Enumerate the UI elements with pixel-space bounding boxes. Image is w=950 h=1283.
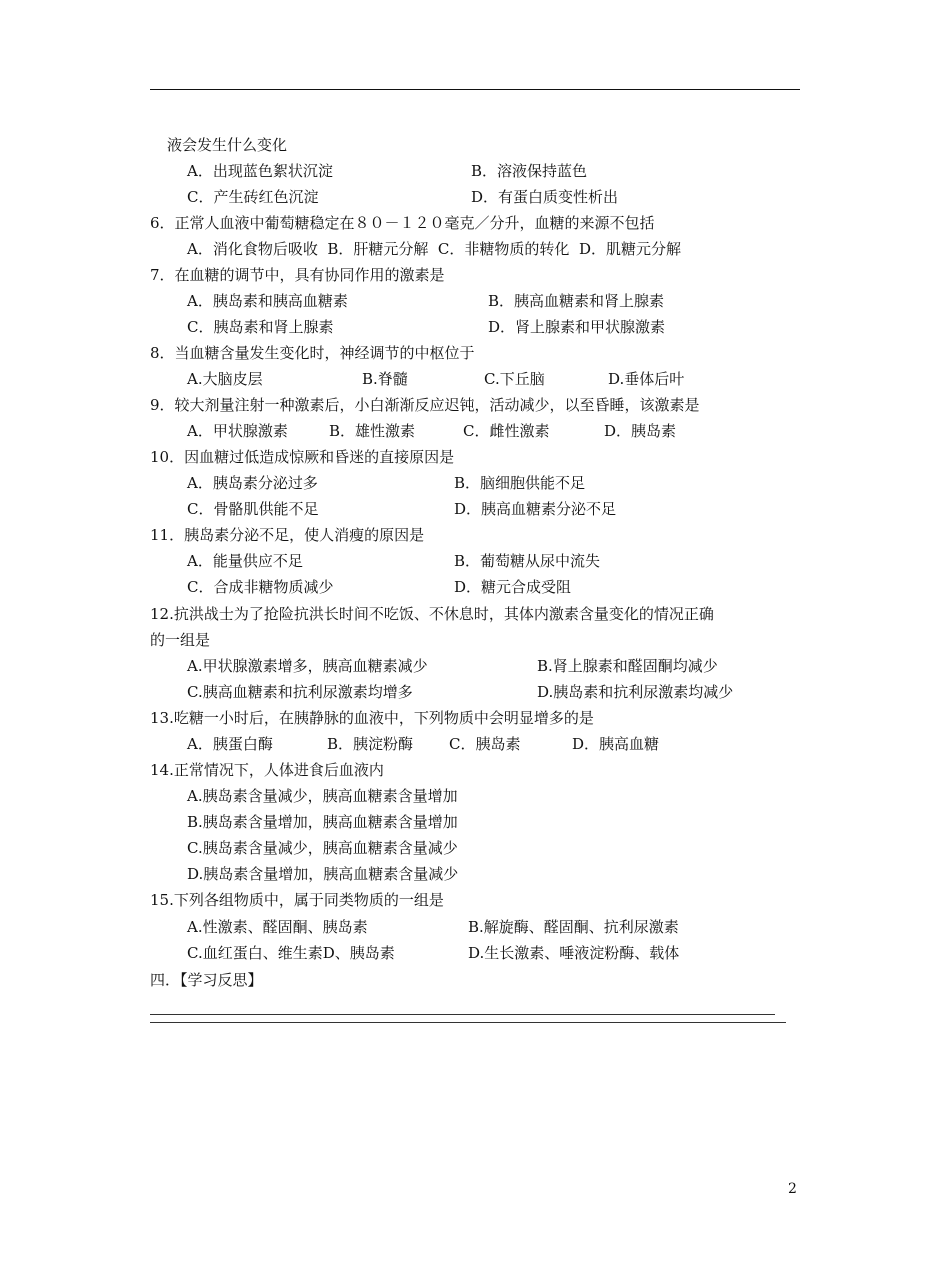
q14-option-c: C.胰岛素含量减少，胰高血糖素含量减少: [187, 839, 458, 857]
q9-option-a: A．甲状腺激素: [187, 422, 288, 440]
q8-option-a: A.大脑皮层: [187, 370, 263, 388]
q13-option-a: A．胰蛋白酶: [187, 735, 273, 753]
q9-option-b: B．雄性激素: [329, 422, 416, 440]
header-rule: [150, 89, 800, 90]
q7-option-b: B．胰高血糖素和肾上腺素: [488, 292, 665, 310]
q6-options: A．消化食物后吸收 B．肝糖元分解 C．非糖物质的转化 D．肌糖元分解: [187, 240, 681, 258]
q10-option-a: A．胰岛素分泌过多: [187, 474, 318, 492]
q5-stem: 液会发生什么变化: [167, 136, 288, 154]
q11-option-d: D．糖元合成受阻: [454, 578, 572, 596]
q9-option-c: C．雌性激素: [463, 422, 550, 440]
q10-option-b: B．脑细胞供能不足: [454, 474, 586, 492]
q15-option-a: A.性激素、醛固酮、胰岛素: [187, 918, 368, 936]
q13-stem: 13.吃糖一小时后，在胰静脉的血液中，下列物质中会明显增多的是: [150, 709, 594, 727]
q8-option-c: C.下丘脑: [484, 370, 545, 388]
q12-option-d: D.胰岛素和抗利尿激素均减少: [537, 683, 734, 701]
q13-option-d: D．胰高血糖: [572, 735, 660, 753]
q8-option-d: D.垂体后叶: [608, 370, 685, 388]
reflection-rule-1: [150, 1014, 775, 1015]
q14-option-a: A.胰岛素含量减少，胰高血糖素含量增加: [187, 787, 458, 805]
q15-option-b: B.解旋酶、醛固酮、抗利尿激素: [468, 918, 679, 936]
q14-option-d: D.胰岛素含量增加，胰高血糖素含量减少: [187, 865, 459, 883]
q6-stem: 6．正常人血液中葡萄糖稳定在８０－１２０毫克／分升，血糖的来源不包括: [150, 214, 655, 232]
q13-option-c: C．胰岛素: [449, 735, 521, 753]
q7-option-d: D．肾上腺素和甲状腺激素: [488, 318, 666, 336]
q5-option-a: A．出现蓝色絮状沉淀: [187, 162, 333, 180]
q9-stem: 9．较大剂量注射一种激素后，小白渐渐反应迟钝，活动减少，以至昏睡，该激素是: [150, 396, 700, 414]
q11-stem: 11．胰岛素分泌不足，使人消瘦的原因是: [150, 526, 425, 544]
q12-stem-line2: 的一组是: [150, 631, 211, 649]
q10-stem: 10．因血糖过低造成惊厥和昏迷的直接原因是: [150, 448, 455, 466]
q9-option-d: D．胰岛素: [604, 422, 677, 440]
q14-stem: 14.正常情况下，人体进食后血液内: [150, 761, 384, 779]
q12-option-a: A.甲状腺激素增多，胰高血糖素减少: [187, 657, 428, 675]
q7-stem: 7．在血糖的调节中，具有协同作用的激素是: [150, 266, 445, 284]
q8-stem: 8．当血糖含量发生变化时，神经调节的中枢位于: [150, 344, 475, 362]
q15-option-c: C.血红蛋白、维生素D、胰岛素: [187, 944, 395, 962]
q7-option-c: C．胰岛素和肾上腺素: [187, 318, 334, 336]
q8-option-b: B.脊髓: [362, 370, 408, 388]
q5-option-b: B．溶液保持蓝色: [471, 162, 588, 180]
section-reflection-heading: 四．【学习反思】: [150, 971, 263, 989]
q5-option-c: C．产生砖红色沉淀: [187, 188, 319, 206]
q14-option-b: B.胰岛素含量增加，胰高血糖素含量增加: [187, 813, 458, 831]
q11-option-b: B．葡萄糖从尿中流失: [454, 552, 601, 570]
q10-option-c: C．骨骼肌供能不足: [187, 500, 319, 518]
q5-option-d: D．有蛋白质变性析出: [471, 188, 619, 206]
reflection-rule-2: [150, 1022, 786, 1023]
q10-option-d: D．胰高血糖素分泌不足: [454, 500, 617, 518]
page-number: 2: [788, 1181, 797, 1197]
q12-stem-line1: 12.抗洪战士为了抢险抗洪长时间不吃饭、不休息时，其体内激素含量变化的情况正确: [150, 605, 714, 623]
q12-option-c: C.胰高血糖素和抗利尿激素均增多: [187, 683, 413, 701]
q13-option-b: B．胰淀粉酶: [327, 735, 414, 753]
q11-option-c: C．合成非糖物质减少: [187, 578, 334, 596]
q11-option-a: A．能量供应不足: [187, 552, 303, 570]
q12-option-b: B.肾上腺素和醛固酮均减少: [537, 657, 718, 675]
q15-option-d: D.生长激素、唾液淀粉酶、载体: [468, 944, 680, 962]
q7-option-a: A．胰岛素和胰高血糖素: [187, 292, 348, 310]
q15-stem: 15.下列各组物质中，属于同类物质的一组是: [150, 891, 444, 909]
